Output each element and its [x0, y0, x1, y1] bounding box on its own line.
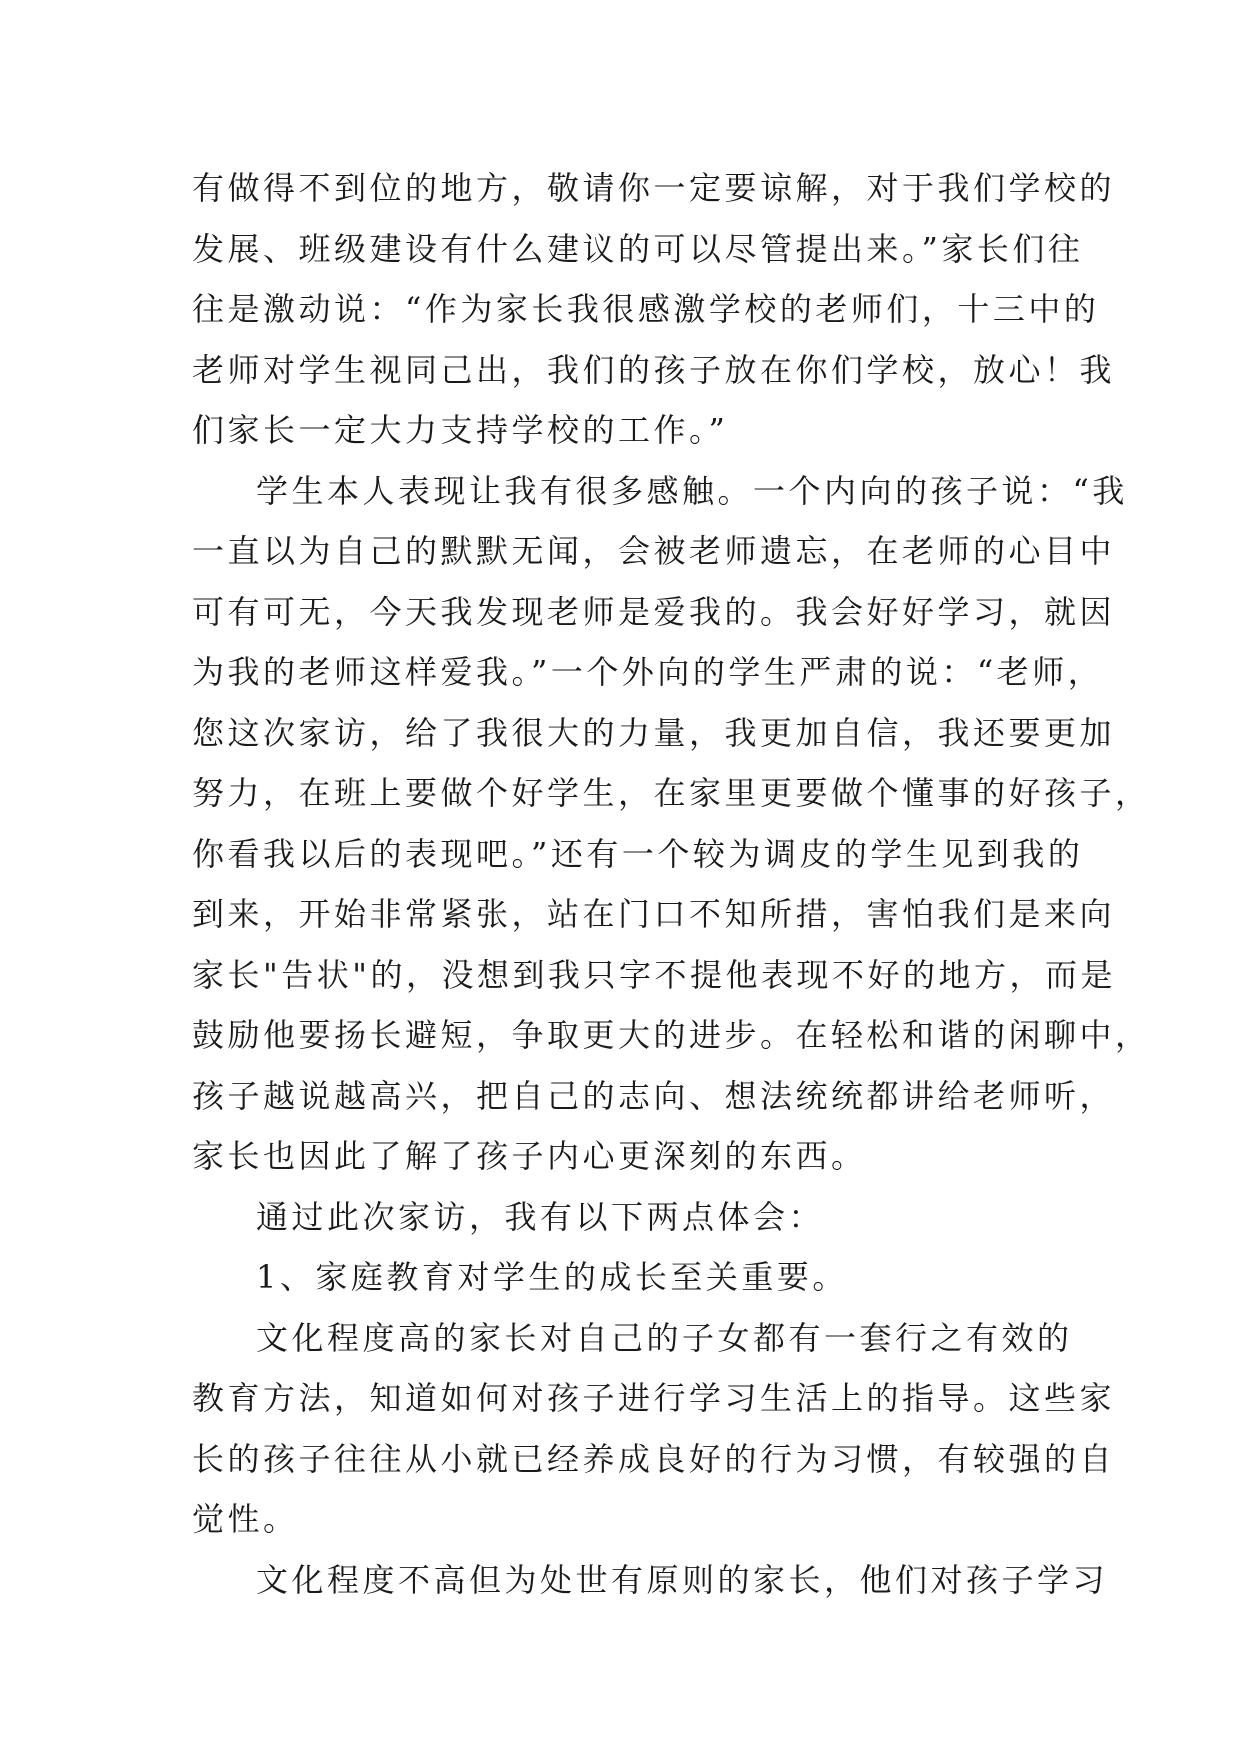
- text-line: 有做得不到位的地方，敬请你一定要谅解，对于我们学校的: [192, 169, 1116, 207]
- text-line: 一直以为自己的默默无闻，会被老师遗忘，在老师的心目中: [192, 532, 1116, 570]
- text-line: 往是激动说：“作为家长我很感激学校的老师们，十三中的: [192, 290, 1100, 328]
- text-line: 1、家庭教育对学生的成长至关重要。: [256, 1258, 848, 1296]
- text-line: 文化程度不高但为处世有原则的家长，他们对孩子学习: [256, 1560, 1109, 1599]
- text-line: 鼓励他要扬长避短，争取更大的进步。在轻松和谐的闲聊中，: [192, 1016, 1151, 1054]
- text-line: 为我的老师这样爱我。”一个外向的学生严肃的说：“老师，: [192, 653, 1104, 691]
- text-line: 发展、班级建设有什么建议的可以尽管提出来。”家长们往: [192, 229, 1084, 268]
- text-line: 老师对学生视同己出，我们的孩子放在你们学校，放心！我: [192, 350, 1116, 389]
- text-line: 文化程度高的家长对自己的子女都有一套行之有效的: [256, 1318, 1073, 1357]
- text-line: 到来，开始非常紧张，站在门口不知所措，害怕我们是来向: [192, 895, 1116, 933]
- text-line: 通过此次家访，我有以下两点体会：: [256, 1197, 825, 1236]
- text-line: 教育方法，知道如何对孩子进行学习生活上的指导。这些家: [192, 1379, 1116, 1417]
- text-line: 长的孩子往往从小就已经养成良好的行为习惯，有较强的自: [192, 1439, 1116, 1478]
- text-line: 们家长一定大力支持学校的工作。”: [192, 411, 729, 449]
- text-line: 可有可无，今天我发现老师是爱我的。我会好好学习，就因: [192, 592, 1116, 631]
- text-line: 学生本人表现让我有很多感触。一个内向的孩子说：“我: [256, 471, 1128, 510]
- text-line: 你看我以后的表现吧。”还有一个较为调皮的学生见到我的: [192, 834, 1084, 873]
- body-text: [192, 158, 1151, 1610]
- text-line: 家长"告状"的，没想到我只字不提他表现不好的地方，而是: [192, 955, 1116, 994]
- text-line: 家长也因此了解了孩子内心更深刻的东西。: [192, 1137, 867, 1175]
- text-line: 您这次家访，给了我很大的力量，我更加自信，我还要更加: [192, 713, 1116, 752]
- text-line: 努力，在班上要做个好学生，在家里更要做个懂事的好孩子，: [192, 774, 1151, 812]
- text-line: 孩子越说越高兴，把自己的志向、想法统统都讲给老师听，: [192, 1076, 1116, 1115]
- text-line: 觉性。: [192, 1500, 299, 1538]
